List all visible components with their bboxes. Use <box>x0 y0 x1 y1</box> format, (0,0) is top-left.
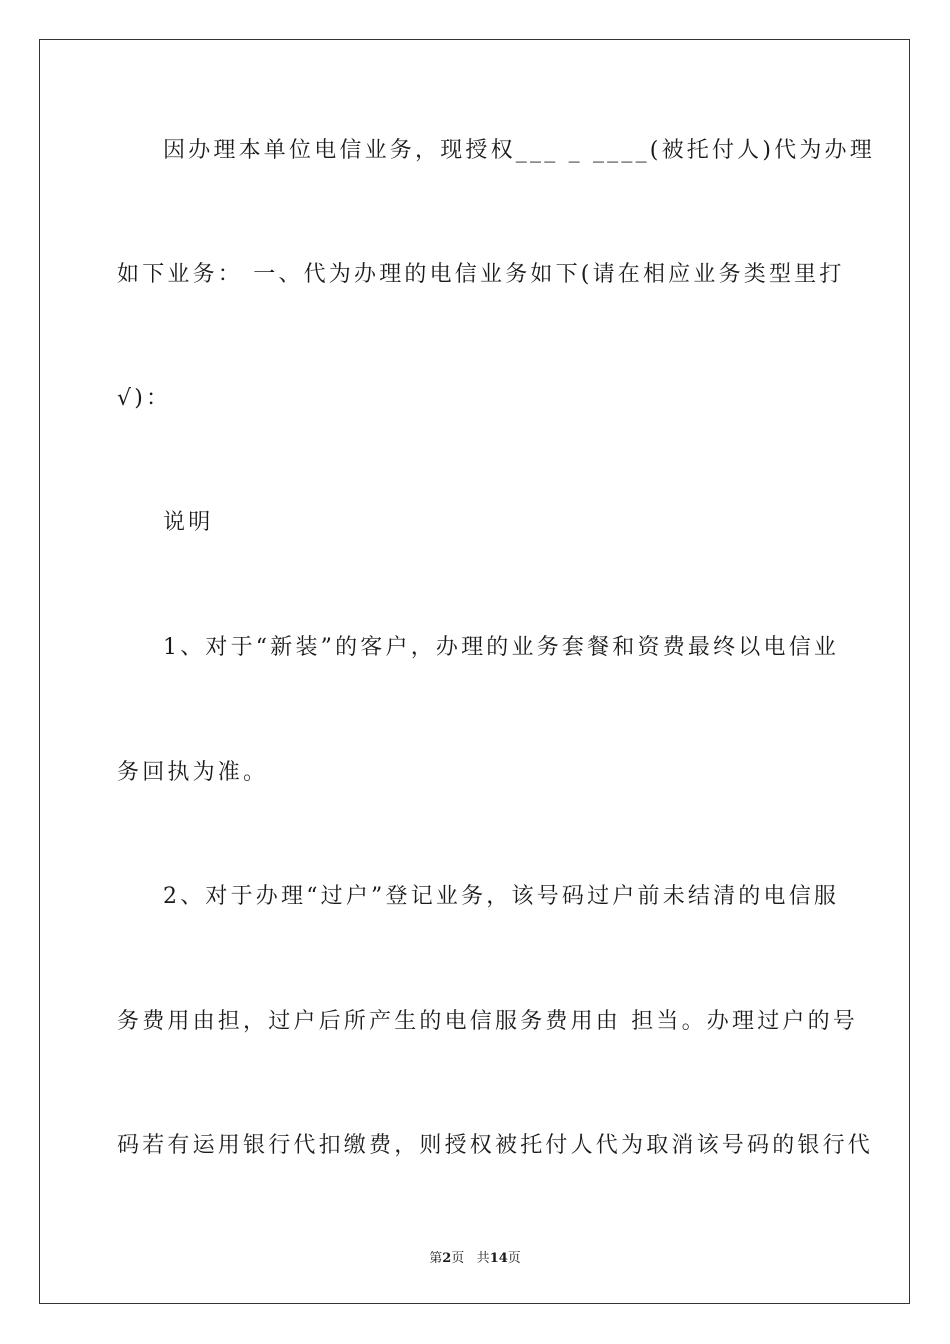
paragraph-line-authorization: 因办理本单位电信业务，现授权___ _ ____(被托付人)代为办理 <box>163 138 875 163</box>
footer-page-prefix: 第 <box>429 1251 443 1266</box>
footer-page-number: 2 <box>442 1251 452 1266</box>
paragraph-line-note-2-cont: 务费用由担，过户后所产生的电信服务费用由 担当。办理过户的号 <box>117 1009 858 1034</box>
paragraph-line-note-1: 1、对于“新装”的客户，办理的业务套餐和资费最终以电信业 <box>163 635 840 660</box>
paragraph-line-note-2: 2、对于办理“过户”登记业务，该号码过户前未结清的电信服 <box>163 884 840 909</box>
section-heading-notes: 说明 <box>163 510 214 535</box>
footer-total-prefix: 共 <box>476 1251 490 1266</box>
page-footer <box>0 1247 950 1266</box>
page-border <box>39 39 910 1304</box>
paragraph-line-business-list: 如下业务： 一、代为办理的电信业务如下(请在相应业务类型里打 <box>117 262 845 287</box>
footer-total-suffix: 页 <box>507 1251 521 1266</box>
paragraph-line-checkmark: √)： <box>117 386 172 411</box>
paragraph-line-note-1-cont: 务回执为准。 <box>117 760 269 785</box>
paragraph-line-note-2-cont-2: 码若有运用银行代扣缴费，则授权被托付人代为取消该号码的银行代 <box>117 1133 874 1158</box>
footer-page-suffix: 页 <box>451 1251 465 1266</box>
footer-total-pages: 14 <box>489 1251 508 1266</box>
